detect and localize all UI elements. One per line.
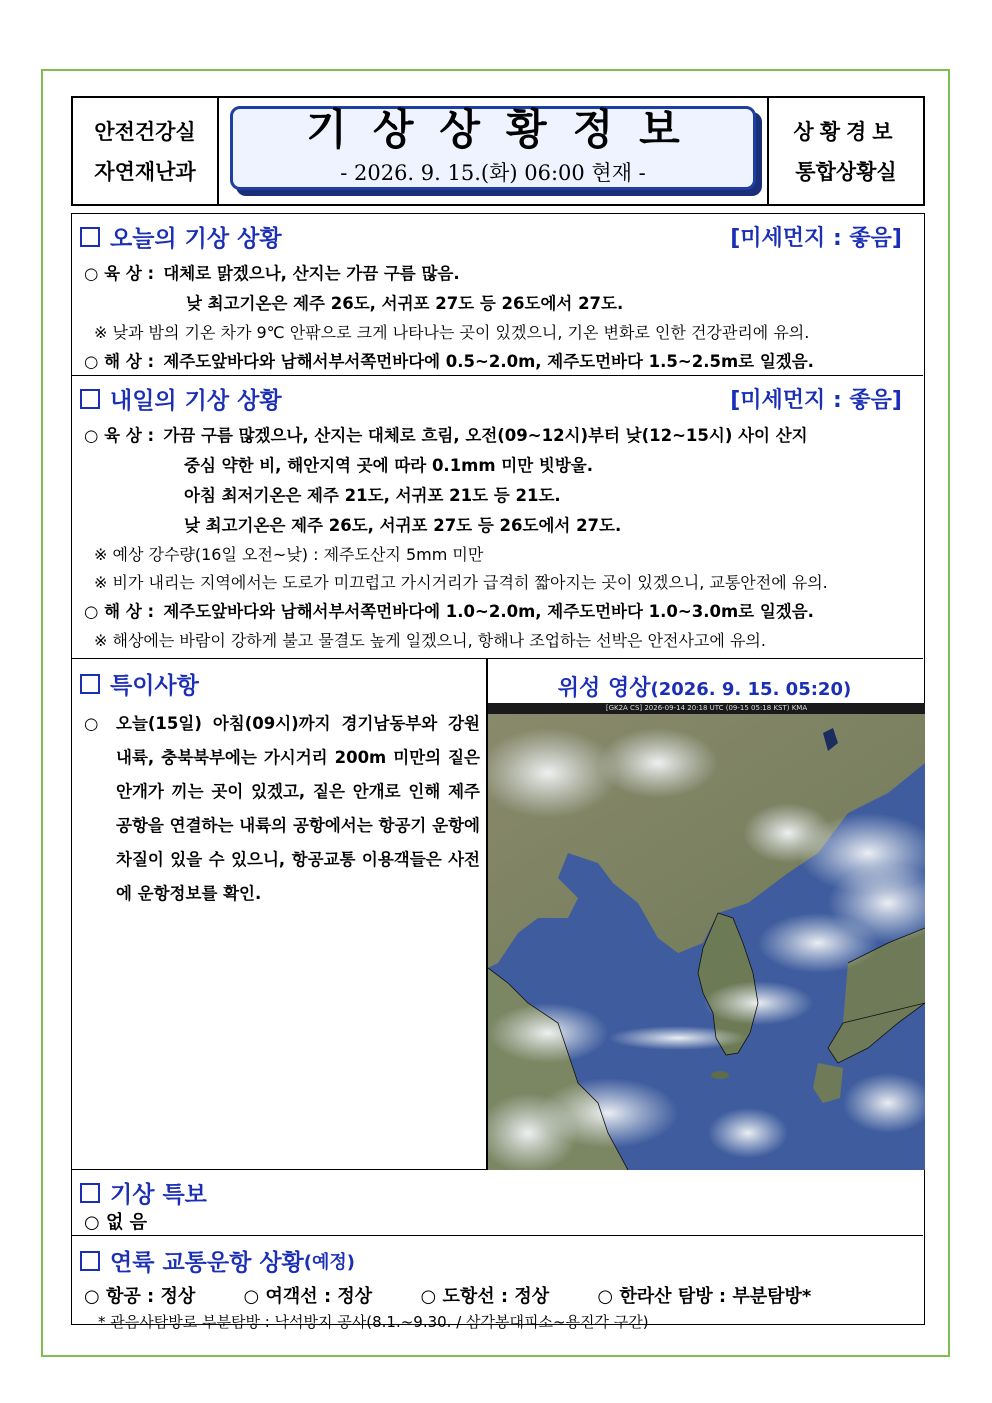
special-title: 특이사항 (110, 673, 199, 699)
tomorrow-sea-text: 제주도앞바다와 남해서부서쪽먼바다에 1.0~2.0m, 제주도먼바다 1.0~3.0m로 일겠음. (163, 602, 814, 621)
issuer-left (73, 98, 219, 204)
tomorrow-land (84, 422, 808, 446)
checkbox-icon (80, 389, 100, 409)
report-body (71, 213, 925, 1331)
report-title: 기상상황정보 (306, 105, 706, 154)
report-datetime: - 2026. 9. 15.(화) 06:00 현재 - (340, 161, 646, 185)
tomorrow-min-temp: 아침 최저기온은 제주 21도, 서귀포 21도 등 21도. (184, 486, 561, 505)
tomorrow-max-temp: 낮 최고기온은 제주 26도, 서귀포 27도 등 26도에서 27도. (184, 516, 622, 535)
satellite-time: (2026. 9. 15. 05:20) (650, 679, 852, 700)
today-heading (80, 220, 916, 253)
transport-section (72, 1236, 923, 1331)
transport-title: 연륙 교통운항 상황 (110, 1250, 304, 1276)
today-note: ※ 낮과 밤의 기온 차가 9℃ 안팎으로 크게 나타나는 곳이 있겠으니, 기온 변화로 인한 건강관리에 유의. (94, 323, 810, 342)
checkbox-icon (80, 674, 100, 694)
issuer-dept-2: 자연재난과 (94, 160, 196, 184)
today-land-temp: 낮 최고기온은 제주 26도, 서귀포 27도 등 26도에서 27도. (186, 294, 624, 313)
tomorrow-note-sea: ※ 해상에는 바람이 강하게 불고 물결도 높게 일겠으니, 항해나 조업하는 선박은 안전사고에 유의. (94, 631, 766, 650)
checkbox-icon (80, 1183, 100, 1203)
tomorrow-land-text: 가끔 구름 많겠으나, 산지는 대체로 흐림, 오전(09~12시)부터 낮(12~15시) 사이 산지 (163, 426, 808, 445)
tomorrow-dust: [미세먼지 : 좋음] (730, 388, 902, 413)
transport-hallasan: ○ 한라산 탐방 : 부분탐방* (597, 1286, 812, 1307)
tomorrow-land-line2: 중심 약한 비, 해안지역 곳에 따라 0.1mm 미만 빗방울. (184, 456, 594, 475)
tomorrow-title: 내일의 기상 상황 (110, 388, 282, 414)
today-sea-text: 제주도앞바다와 남해서부서쪽먼바다에 0.5~2.0m, 제주도먼바다 1.5~2.5m로 일겠음. (163, 352, 814, 371)
special-section (72, 659, 923, 1170)
tomorrow-heading (80, 382, 916, 415)
today-land-label: ○ 육 상 : (84, 264, 155, 283)
issuer-right (767, 98, 923, 204)
special-notice-text: 오늘(15일) 아침(09시)까지 경기남동부와 강원내륙, 충북북부에는 가시거리 200m 미만의 짙은 안개가 끼는 곳이 있겠고, 짙은 안개로 인해 제주 공항을 연결하는 내륙의 공항에서는 항공기 운항에 차질이 있을 수 있으니, 항공교통 이용객들은 사전에 운항정보를 확인. (116, 714, 480, 903)
transport-note: * 관음사탐방로 부분탐방 : 낙석방지 공사(8.1.~9.30. / 삼각봉대피소~용진각 구간) (98, 1313, 649, 1331)
today-section (72, 214, 923, 376)
report-header (71, 96, 925, 206)
tomorrow-land-label: ○ 육 상 : (84, 426, 155, 445)
warning-section (72, 1170, 923, 1236)
today-dust: [미세먼지 : 좋음] (730, 226, 902, 251)
satellite-caption: [GK2A CS] 2026-09-14 20:18 UTC (09-15 05:18 KST) KMA (488, 703, 925, 714)
special-notice (84, 707, 480, 911)
tomorrow-section (72, 376, 923, 659)
transport-ferry: ○ 여객선 : 정상 (243, 1286, 373, 1307)
warning-text: ○ 없 음 (84, 1212, 148, 1233)
satellite-title-text: 위성 영상 (557, 676, 651, 701)
special-bullet: ○ (84, 714, 99, 733)
satellite-image (488, 703, 925, 1170)
special-heading (80, 667, 199, 700)
checkbox-icon (80, 1251, 100, 1271)
title-box (230, 106, 756, 190)
today-title: 오늘의 기상 상황 (110, 226, 282, 252)
tomorrow-sea-label: ○ 해 상 : (84, 602, 155, 621)
transport-heading (80, 1244, 355, 1277)
issuer-office-2: 통합상황실 (795, 160, 897, 184)
tomorrow-sea (84, 598, 814, 622)
today-land (84, 260, 460, 284)
today-sea (84, 348, 814, 372)
transport-air: ○ 항공 : 정상 (84, 1286, 196, 1307)
warning-heading (80, 1176, 207, 1209)
transport-islands: ○ 도항선 : 정상 (420, 1286, 550, 1307)
transport-title-suffix: (예정) (303, 1251, 355, 1273)
today-land-text: 대체로 맑겠으나, 산지는 가끔 구름 많음. (163, 264, 460, 283)
transport-status-row (84, 1282, 811, 1308)
issuer-office-1: 상황경보 (793, 120, 899, 144)
satellite-title (502, 671, 907, 702)
satellite-map (488, 703, 925, 1170)
tomorrow-note-traffic: ※ 비가 내리는 지역에서는 도로가 미끄럽고 가시거리가 급격히 짧아지는 곳이 있겠으니, 교통안전에 유의. (94, 573, 828, 592)
today-sea-label: ○ 해 상 : (84, 352, 155, 371)
warning-title: 기상 특보 (110, 1182, 207, 1208)
issuer-dept-1: 안전건강실 (94, 120, 196, 144)
tomorrow-note-rain: ※ 예상 강수량(16일 오전~낮) : 제주도산지 5mm 미만 (94, 545, 484, 564)
checkbox-icon (80, 227, 100, 247)
